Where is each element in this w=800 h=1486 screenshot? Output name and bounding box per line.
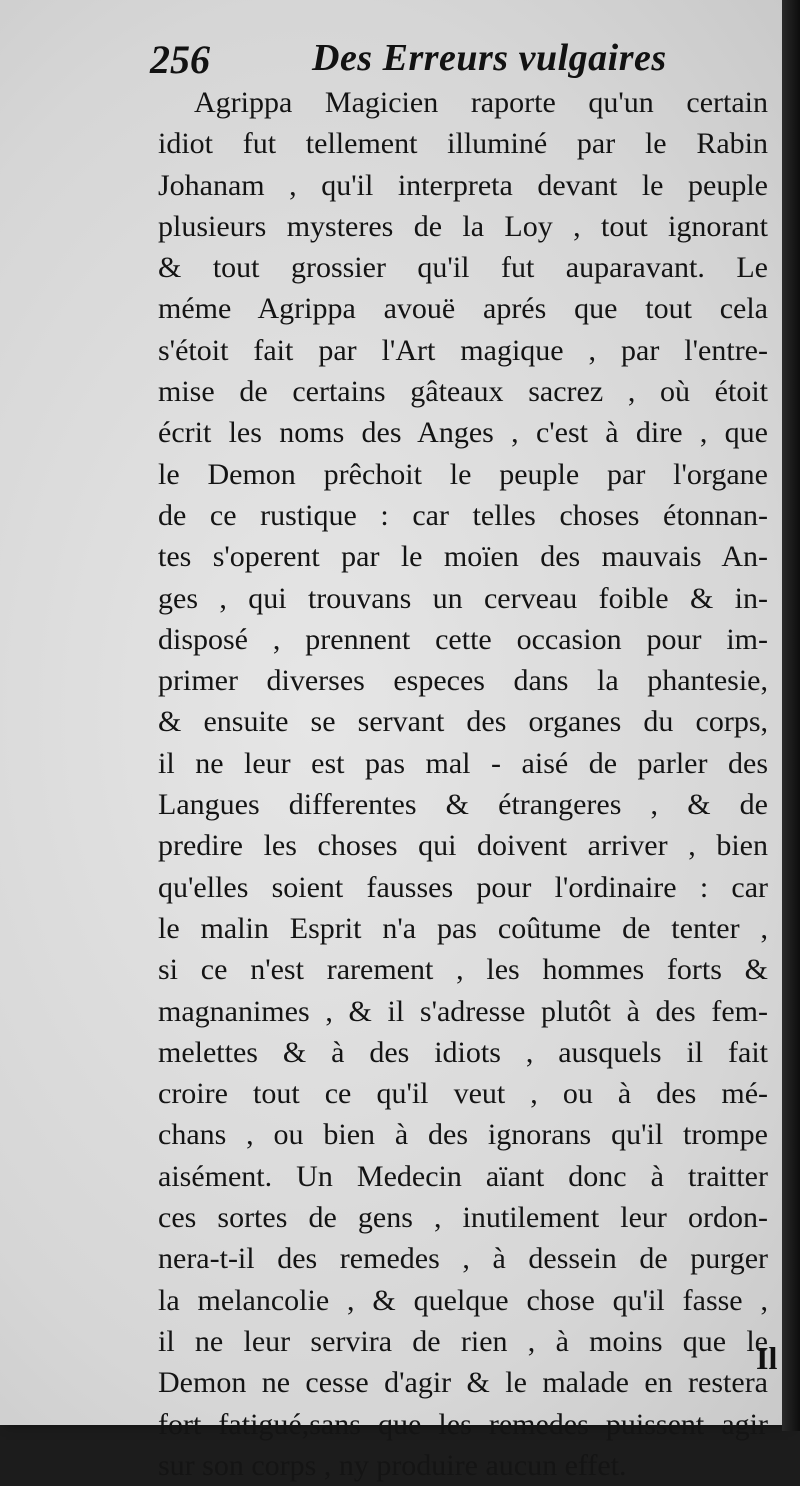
text-line: disposé , prennent cette occasion pour im- (158, 622, 768, 656)
text-line: idiot fut tellement illuminé par le Rabin (158, 127, 768, 161)
text-line: le malin Esprit n'a pas coûtume de tenter , (158, 911, 768, 945)
text-line: si ce n'est rarement , les hommes forts & (158, 953, 768, 987)
text-line: sur son corps , ny produire aucun effet. (158, 1448, 627, 1482)
text-line: primer diverses especes dans la phantesie, (158, 664, 768, 698)
text-line: Johanam , qu'il interpreta devant le peuple (158, 168, 768, 202)
page-number: 256 (150, 37, 210, 82)
book-spine-shadow (782, 0, 800, 1431)
text-line: il ne leur servira de rien , à moins que le (158, 1324, 768, 1358)
catchword: Il (756, 1340, 778, 1376)
text-line: ges , qui trouvans un cerveau foible & in- (158, 581, 768, 615)
text-line: le Demon prêchoit le peuple par l'organe (158, 457, 768, 491)
body-text (158, 82, 768, 1486)
text-line: chans , ou bien à des ignorans qu'il trompe (158, 1118, 768, 1152)
text-line: Agrippa Magicien raporte qu'un certain (194, 86, 768, 119)
text-line: & ensuite se servant des organes du corps, (158, 705, 768, 739)
text-line: de ce rustique : car telles choses étonnan- (158, 498, 768, 532)
text-line: Langues differentes & étrangeres , & de (158, 788, 768, 822)
text-line: melettes & à des idiots , ausquels il fait (158, 1035, 768, 1069)
text-line: écrit les noms des Anges , c'est à dire , que (158, 416, 768, 450)
text-line: magnanimes , & il s'adresse plutôt à des fem- (158, 994, 768, 1028)
text-line: il ne leur est pas mal - aisé de parler des (158, 746, 768, 780)
text-line: mise de certains gâteaux sacrez , où étoit (158, 375, 768, 409)
text-line: predire les choses qui doivent arriver , bien (158, 829, 768, 863)
text-line: aisément. Un Medecin aïant donc à traitter (158, 1159, 768, 1193)
text-line: & tout grossier qu'il fut auparavant. Le (158, 251, 768, 285)
text-line: qu'elles soient fausses pour l'ordinaire : car (158, 870, 768, 904)
text-line: croire tout ce qu'il veut , ou à des mé- (158, 1077, 768, 1111)
text-line: s'étoit fait par l'Art magique , par l'entre- (158, 333, 768, 367)
text-line: la melancolie , & quelque chose qu'il fasse , (158, 1283, 768, 1317)
text-line: tes s'operent par le moïen des mauvais An- (158, 540, 768, 574)
text-line: fort fatigué,sans que les remedes puissent agir (158, 1407, 768, 1441)
text-line: ces sortes de gens , inutilement leur ordon- (158, 1201, 768, 1235)
text-line: Demon ne cesse d'agir & le malade en restera (158, 1366, 768, 1400)
text-line: plusieurs mysteres de la Loy , tout ignorant (158, 209, 768, 243)
running-head: Des Erreurs vulgaires (312, 37, 667, 79)
text-line: méme Agrippa avouë aprés que tout cela (158, 292, 768, 326)
text-line: nera-t-il des remedes , à dessein de purger (158, 1242, 768, 1276)
